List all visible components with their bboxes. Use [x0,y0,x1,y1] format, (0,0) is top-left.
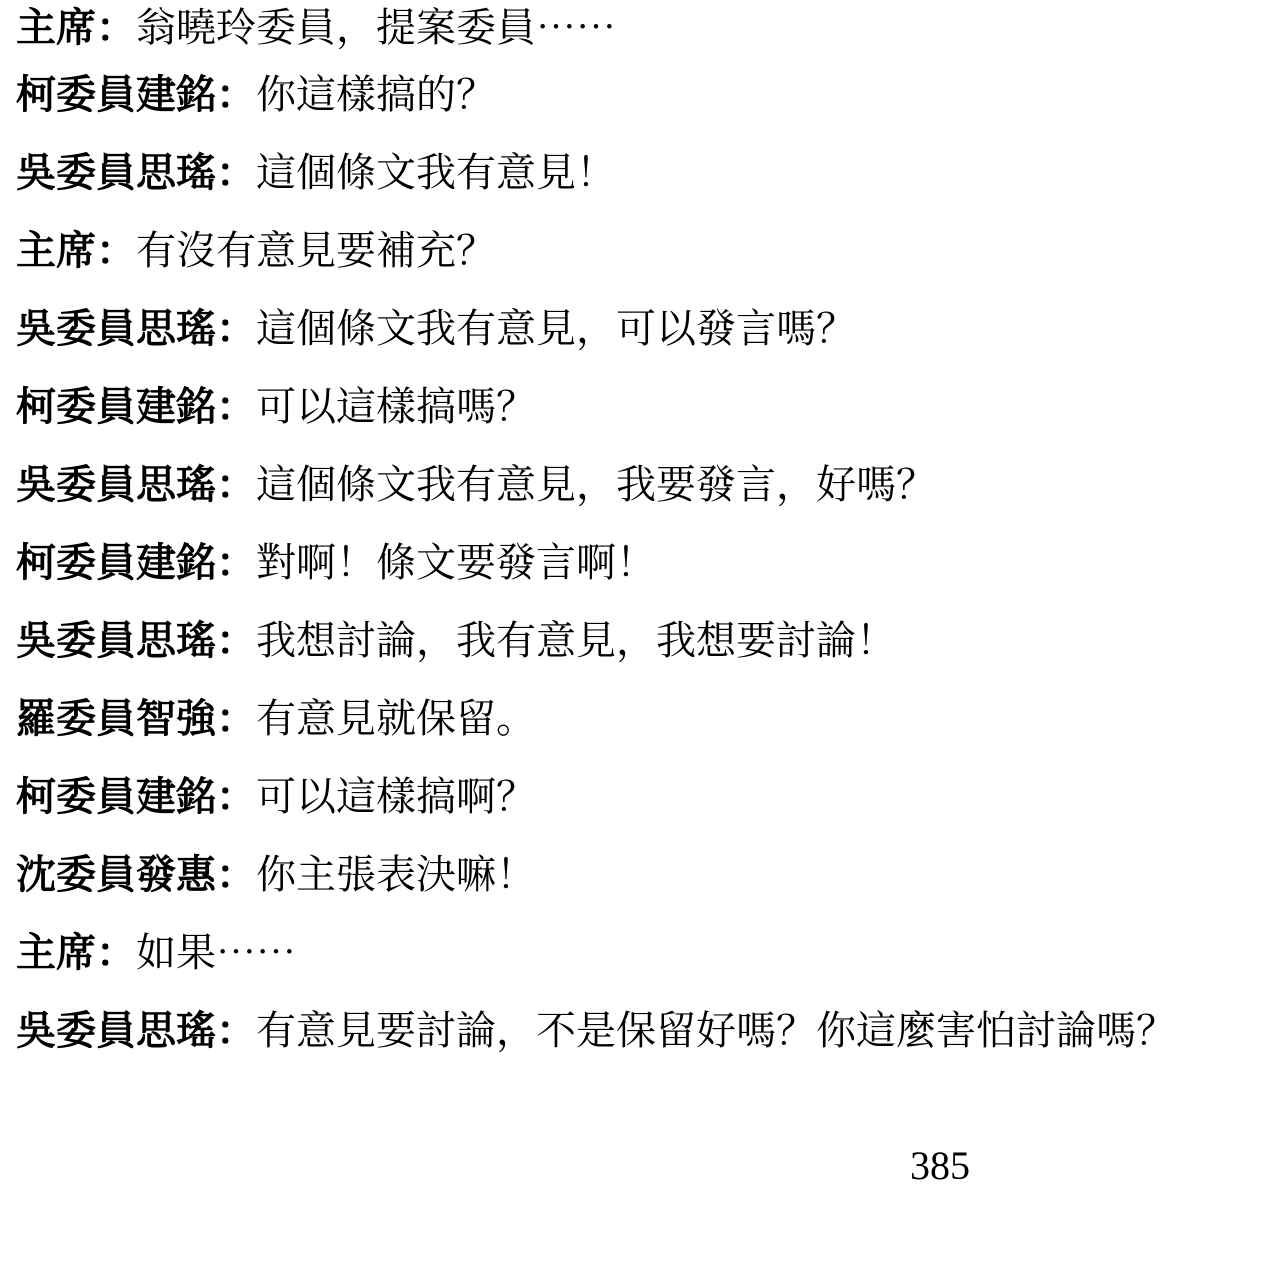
transcript-line [16,914,1266,992]
speaker-name: 主席 [16,5,96,51]
transcript-line [16,212,1266,290]
speaker-colon: ： [216,852,256,898]
speaker-colon: ： [216,774,256,820]
speech-text: 翁曉玲委員，提案委員⋯⋯ [136,5,616,51]
speaker-name: 羅委員智強 [16,696,216,742]
transcript-line [16,368,1266,446]
speaker-name: 吳委員思瑤 [16,306,216,352]
speaker-name: 柯委員建銘 [16,540,216,586]
speech-text: 有意見要討論，不是保留好嗎？你這麼害怕討論嗎？ [256,1008,1176,1054]
speaker-name: 柯委員建銘 [16,72,216,118]
transcript-line [16,0,1266,56]
transcript-line [16,56,1266,134]
speaker-name: 吳委員思瑤 [16,618,216,664]
speaker-colon: ： [216,1008,256,1054]
transcript-line [16,134,1266,212]
speaker-name: 吳委員思瑤 [16,150,216,196]
speaker-colon: ： [96,228,136,274]
transcript-line [16,524,1266,602]
transcript-line [16,992,1266,1070]
speaker-colon: ： [216,462,256,508]
speaker-name: 吳委員思瑤 [16,462,216,508]
speaker-name: 柯委員建銘 [16,384,216,430]
speech-text: 有沒有意見要補充？ [136,228,496,274]
speech-text: 如果⋯⋯ [136,930,296,976]
speaker-colon: ： [216,540,256,586]
speaker-colon: ： [216,618,256,664]
speaker-colon: ： [96,5,136,51]
speech-text: 這個條文我有意見，可以發言嗎？ [256,306,856,352]
speaker-colon: ： [96,930,136,976]
speech-text: 有意見就保留。 [256,696,536,742]
speaker-name: 沈委員發惠 [16,852,216,898]
speech-text: 對啊！條文要發言啊！ [256,540,656,586]
speech-text: 你主張表決嘛！ [256,852,536,898]
speaker-name: 主席 [16,228,96,274]
speech-text: 你這樣搞的？ [256,72,496,118]
speech-text: 這個條文我有意見！ [256,150,616,196]
speaker-colon: ： [216,72,256,118]
speaker-colon: ： [216,306,256,352]
speaker-name: 吳委員思瑤 [16,1008,216,1054]
speech-text: 可以這樣搞啊？ [256,774,536,820]
transcript-line [16,680,1266,758]
speech-text: 我想討論，我有意見，我想要討論！ [256,618,896,664]
transcript-line [16,836,1266,914]
transcript-line [16,758,1266,836]
transcript [16,0,1266,1070]
speaker-colon: ： [216,150,256,196]
transcript-line [16,446,1266,524]
transcript-line [16,602,1266,680]
speaker-name: 主席 [16,930,96,976]
speech-text: 這個條文我有意見，我要發言，好嗎？ [256,462,936,508]
page-number: 385 [910,1143,970,1188]
speaker-name: 柯委員建銘 [16,774,216,820]
transcript-line [16,290,1266,368]
speaker-colon: ： [216,384,256,430]
speech-text: 可以這樣搞嗎？ [256,384,536,430]
speaker-colon: ： [216,696,256,742]
